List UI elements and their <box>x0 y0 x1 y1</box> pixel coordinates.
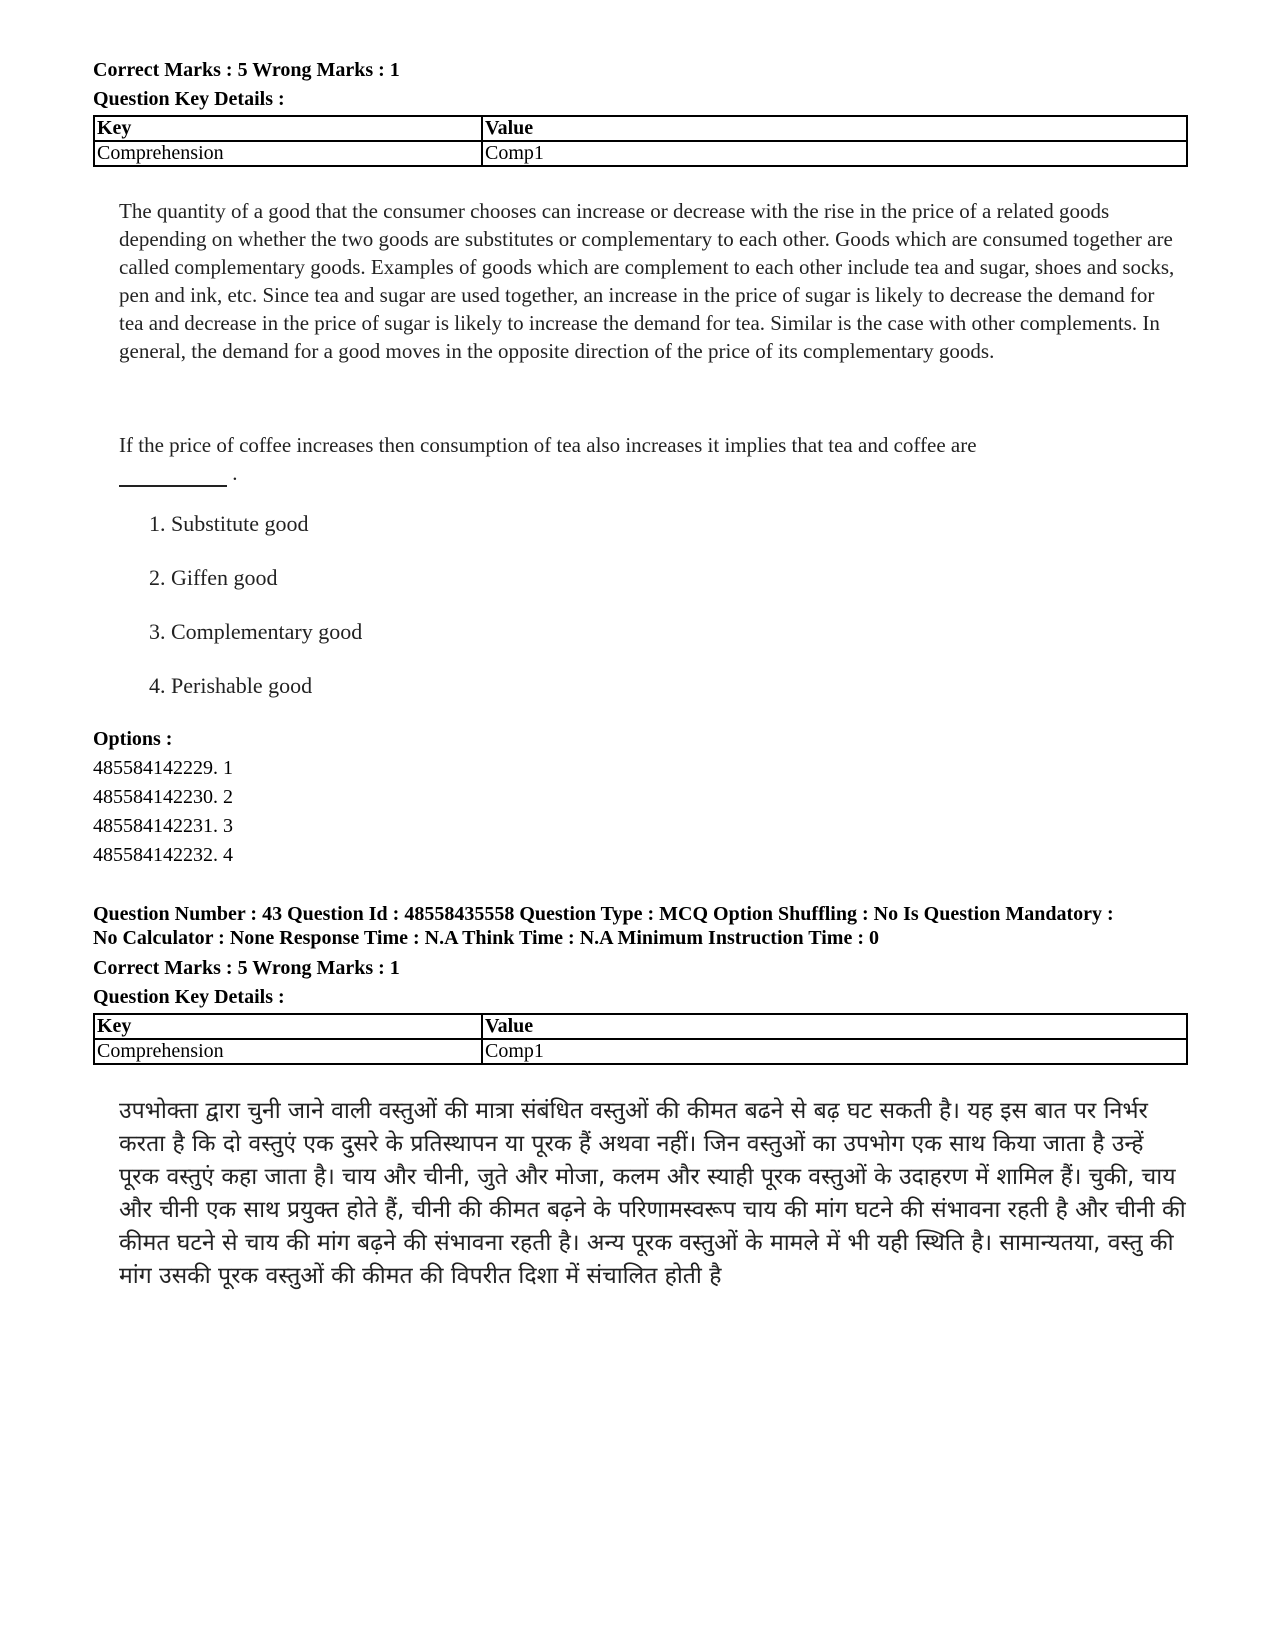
choice-item: 1. Substitute good <box>149 511 309 536</box>
table-header-value: Value <box>482 1014 1187 1039</box>
key-value-table <box>93 115 1188 167</box>
comprehension-passage: The quantity of a good that the consumer chooses can increase or decrease with the rise in the price of a related goods depending on whether the two goods are substitutes or complementary to each other. Goods which are consumed together are called complementary goods. Examples of goods which are complement to each other include tea and sugar, shoes and socks, pen and ink, etc. Since tea and sugar are used together, an increase in the price of sugar is likely to decrease the demand for tea and decrease in the price of sugar is likely to increase the demand for tea. Similar is the case with other complements. In general, the demand for a good moves in the opposite direction of the price of its complementary goods. <box>119 199 1175 363</box>
question-header <box>93 902 1189 950</box>
document-page <box>93 56 1189 1293</box>
choice-list <box>149 509 1189 701</box>
key-details-label: Question Key Details : <box>93 986 285 1008</box>
choice-item: 2. Giffen good <box>149 565 278 590</box>
option-line: 485584142230. 2 <box>93 786 233 808</box>
question-header-line: Question Number : 43 Question Id : 48558435558 Question Type : MCQ Option Shuffling : No Is Question Mandatory : <box>93 903 1114 925</box>
option-line: 485584142232. 4 <box>93 844 233 866</box>
table-row <box>94 141 1187 166</box>
question-stem: If the price of coffee increases then consumption of tea also increases it implies that tea and coffee are <box>119 433 977 457</box>
table-header-key: Key <box>94 116 482 141</box>
answer-blank <box>119 461 227 487</box>
options-label: Options : <box>93 728 173 750</box>
choice-item: 3. Complementary good <box>149 619 363 644</box>
option-line: 485584142229. 1 <box>93 757 233 779</box>
table-header-value: Value <box>482 116 1187 141</box>
key-value-table <box>93 1013 1188 1065</box>
table-row <box>94 1039 1187 1064</box>
table-header-key: Key <box>94 1014 482 1039</box>
question-end: . <box>232 461 238 485</box>
option-line: 485584142231. 3 <box>93 815 233 837</box>
table-cell-key: Comprehension <box>94 1039 482 1064</box>
table-header-row <box>94 1014 1187 1039</box>
choice-item: 4. Perishable good <box>149 673 313 698</box>
table-header-row <box>94 116 1187 141</box>
marks-line: Correct Marks : 5 Wrong Marks : 1 <box>93 957 400 979</box>
key-details-label: Question Key Details : <box>93 88 285 110</box>
table-cell-value: Comp1 <box>482 1039 1187 1064</box>
question-header-line: No Calculator : None Response Time : N.A Think Time : N.A Minimum Instruction Time : 0 <box>93 927 879 949</box>
hindi-passage: उपभोक्ता द्वारा चुनी जाने वाली वस्तुओं की मात्रा संबंधित वस्तुओं की कीमत बढने से बढ़ घट सकती है। यह इस बात पर निर्भर करता है कि दो वस्तुएं एक दुसरे के प्रतिस्थापन या पूरक हैं अथवा नहीं। जिन वस्तुओं का उपभोग एक साथ किया जाता है उन्हें पूरक वस्तुएं कहा जाता है। चाय और चीनी, जुते और मोजा, कलम और स्याही पूरक वस्तुओं के उदाहरण में शामिल हैं। चुकी, चाय और चीनी एक साथ प्रयुक्त होते हैं, चीनी की कीमत बढ़ने के परिणामस्वरूप चाय की मांग घटने की संभावना रहती है और चीनी की कीमत घटने से चाय की मांग बढ़ने की संभावना रहती है। अन्य पूरक वस्तुओं के मामले में भी यही स्थिति है। सामान्यतया, वस्तु की मांग उसकी पूरक वस्तुओं की कीमत की विपरीत दिशा में संचालित होती है <box>119 1098 1186 1289</box>
question-text <box>119 431 1179 487</box>
table-cell-key: Comprehension <box>94 141 482 166</box>
table-cell-value: Comp1 <box>482 141 1187 166</box>
marks-line: Correct Marks : 5 Wrong Marks : 1 <box>93 59 400 81</box>
